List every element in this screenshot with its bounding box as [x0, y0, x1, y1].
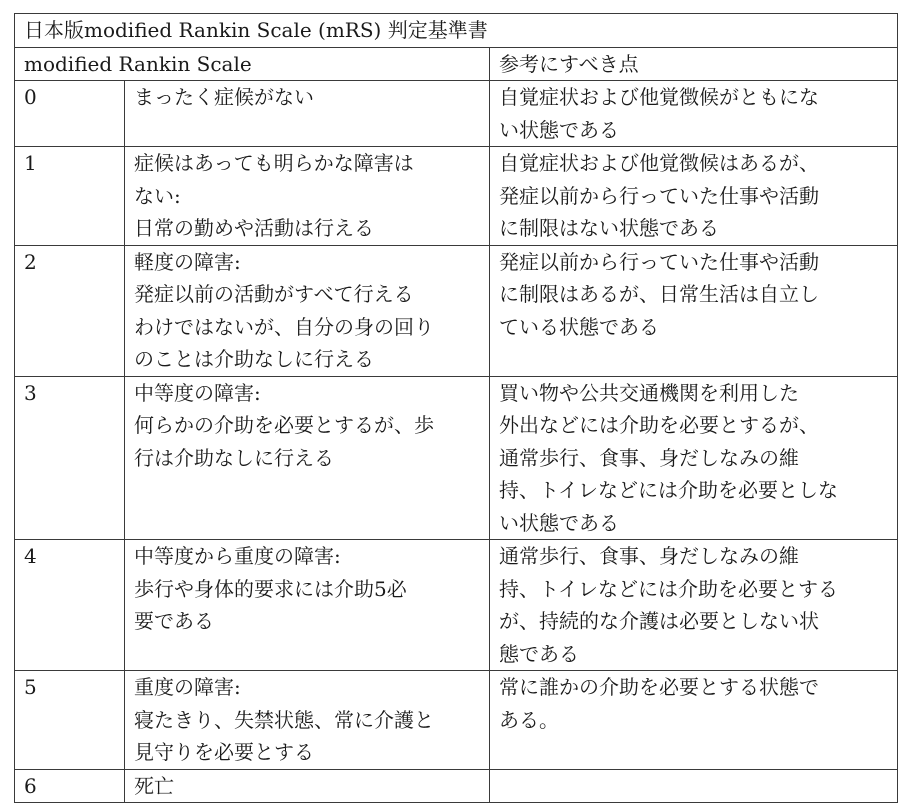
reference-cell [490, 147, 898, 246]
score-cell: 1 [15, 147, 125, 246]
description-line: 発症以前の活動がすべて行える [134, 282, 414, 306]
description-line: 症候はあっても明らかな障害は [134, 151, 414, 175]
table-row [15, 769, 898, 803]
score-cell: 5 [15, 671, 125, 770]
reference-line: 自覚症状および他覚徴候がともにな [499, 85, 819, 109]
score-cell: 6 [15, 769, 125, 803]
description-line: ない: [134, 183, 181, 208]
reference-line: い状態である [499, 117, 619, 142]
header-reference: 参考にすべき点 [490, 47, 898, 81]
reference-cell [490, 671, 898, 770]
title-row [15, 14, 898, 48]
reference-line: 持、トイレなどには介助を必要としな [499, 478, 838, 502]
reference-line: に制限はない状態である [499, 216, 719, 240]
description-cell [125, 245, 490, 376]
description-line: 中等度から重度の障害: [134, 544, 341, 568]
reference-line: い状態である [499, 510, 619, 535]
reference-cell [490, 245, 898, 376]
description-line: 見守りを必要とする [134, 740, 314, 764]
table-row [15, 81, 898, 147]
description-cell [125, 376, 490, 540]
header-row [15, 47, 898, 81]
table-row [15, 245, 898, 376]
description-line: わけではないが、自分の身の回り [134, 314, 434, 339]
reference-line: 態である [499, 641, 579, 666]
reference-line: 持、トイレなどには介助を必要とする [499, 576, 838, 601]
description-cell [125, 540, 490, 671]
description-line: 軽度の障害: [134, 249, 241, 274]
description-line: 日常の勤めや活動は行える [134, 216, 374, 240]
description-line: 中等度の障害: [134, 380, 261, 405]
score-cell: 4 [15, 540, 125, 671]
description-cell [125, 147, 490, 246]
reference-line: 自覚症状および他覚徴候はあるが、 [499, 151, 819, 175]
description-line: 死亡 [134, 773, 174, 798]
description-line: 要である [134, 609, 214, 633]
header-scale: modified Rankin Scale [15, 47, 490, 81]
reference-line: に制限はあるが、日常生活は自立し [499, 282, 819, 306]
table-row [15, 540, 898, 671]
reference-cell [490, 769, 898, 803]
table-title: 日本版modified Rankin Scale (mRS) 判定基準書 [15, 14, 898, 48]
description-cell [125, 769, 490, 803]
description-line: 寝たきり、失禁状態、常に介護と [134, 707, 434, 732]
description-line: のことは介助なしに行える [134, 347, 374, 371]
table-row [15, 671, 898, 770]
description-cell [125, 81, 490, 147]
reference-line: 常に誰かの介助を必要とする状態で [499, 675, 819, 699]
reference-line: 通常歩行、食事、身だしなみの維 [499, 445, 799, 470]
reference-cell [490, 376, 898, 540]
score-cell: 3 [15, 376, 125, 540]
reference-cell [490, 540, 898, 671]
reference-line: 発症以前から行っていた仕事や活動 [499, 183, 819, 208]
table-body [15, 14, 898, 803]
mrs-criteria-table [14, 13, 898, 803]
reference-line: ある。 [499, 707, 559, 732]
description-line: 何らかの介助を必要とするが、歩 [134, 413, 434, 437]
reference-line: ている状態である [499, 314, 659, 339]
description-line: 重度の障害: [134, 675, 241, 699]
description-cell [125, 671, 490, 770]
reference-line: が、持続的な介護は必要としない状 [499, 609, 819, 633]
reference-cell [490, 81, 898, 147]
score-cell: 2 [15, 245, 125, 376]
description-line: まったく症候がない [134, 85, 314, 109]
reference-line: 買い物や公共交通機関を利用した [499, 380, 799, 405]
description-line: 行は介助なしに行える [134, 445, 334, 470]
table-row [15, 376, 898, 540]
reference-line: 外出などには介助を必要とするが、 [499, 413, 819, 437]
reference-line: 通常歩行、食事、身だしなみの維 [499, 544, 799, 568]
score-cell: 0 [15, 81, 125, 147]
description-line: 歩行や身体的要求には介助5必 [134, 576, 407, 601]
table-row [15, 147, 898, 246]
reference-line: 発症以前から行っていた仕事や活動 [499, 249, 819, 274]
